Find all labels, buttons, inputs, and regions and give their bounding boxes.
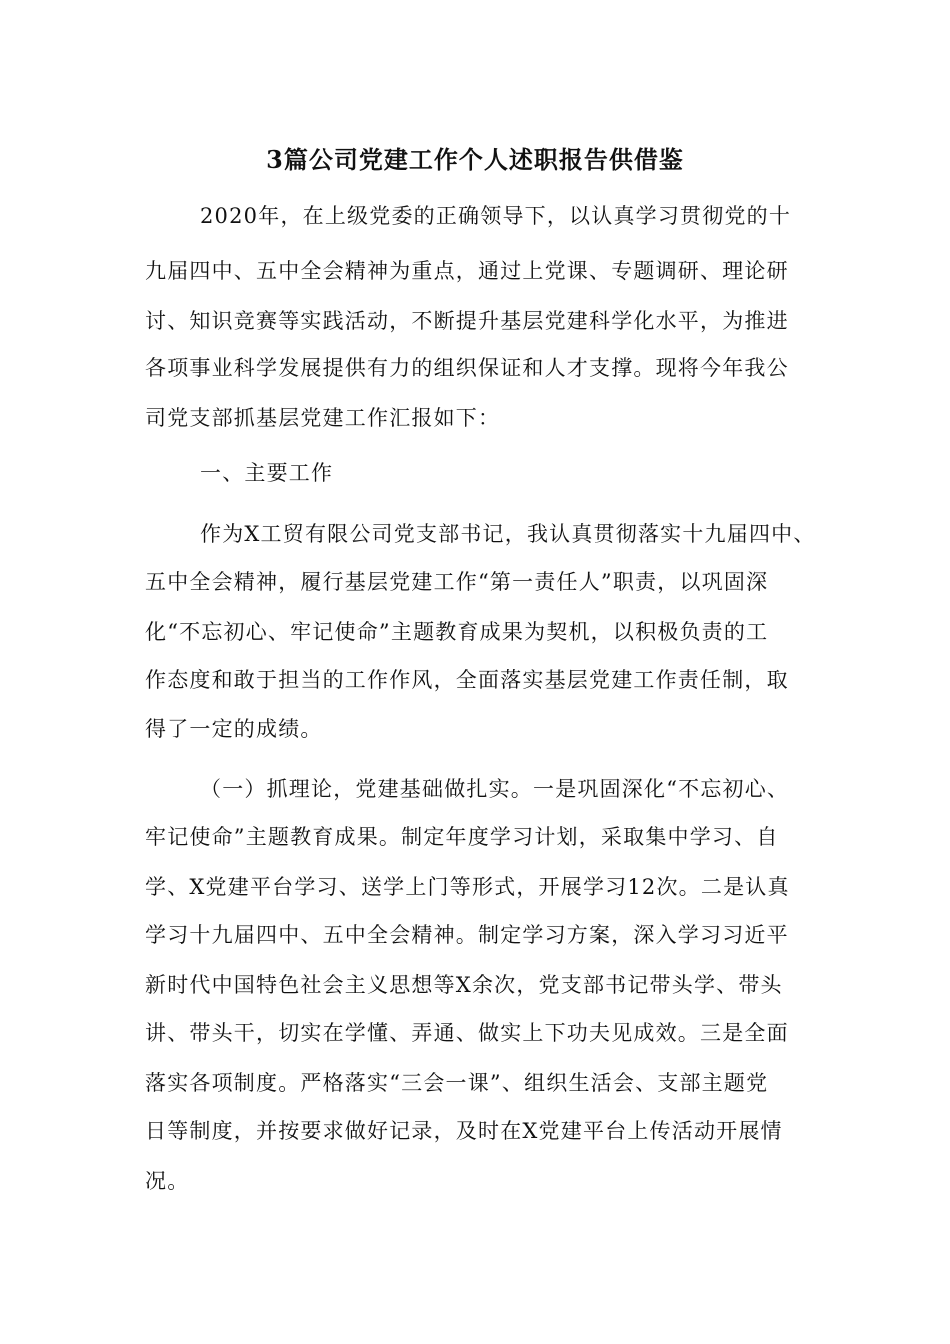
paragraph-line: 得了一定的成绩。 — [145, 717, 323, 741]
paragraph-line: 作态度和敢于担当的工作作风，全面落实基层党建工作责任制，取 — [145, 668, 789, 692]
paragraph-line: 化“不忘初心、牢记使命”主题教育成果为契机，以积极负责的工 — [145, 620, 769, 644]
paragraph-line: 各项事业科学发展提供有力的组织保证和人才支撑。现将今年我公 — [145, 356, 789, 380]
paragraph-line: 作为X工贸有限公司党支部书记，我认真贯彻落实十九届四中、 — [200, 522, 816, 546]
paragraph-line: 学习十九届四中、五中全会精神。制定学习方案，深入学习习近平 — [145, 923, 789, 947]
paragraph-line: 讲、带头干，切实在学懂、弄通、做实上下功夫见成效。三是全面 — [145, 1021, 789, 1045]
paragraph-line: 讨、知识竞赛等实践活动，不断提升基层党建科学化水平，为推进 — [145, 309, 789, 333]
paragraph-line: 九届四中、五中全会精神为重点，通过上党课、专题调研、理论研 — [145, 259, 789, 283]
paragraph-line: 五中全会精神，履行基层党建工作“第一责任人”职责，以巩固深 — [145, 570, 769, 594]
document-title: 3篇公司党建工作个人述职报告供借鉴 — [266, 145, 684, 174]
section-heading: 一、主要工作 — [200, 461, 334, 485]
paragraph-line: 新时代中国特色社会主义思想等X余次，党支部书记带头学、带头 — [145, 973, 783, 997]
paragraph-line: 落实各项制度。严格落实“三会一课”、组织生活会、支部主题党 — [145, 1071, 769, 1095]
paragraph-line: 日等制度，并按要求做好记录，及时在X党建平台上传活动开展情 — [145, 1119, 783, 1143]
paragraph-line: （一）抓理论，党建基础做扎实。一是巩固深化“不忘初心、 — [200, 777, 790, 801]
paragraph-line: 牢记使命”主题教育成果。制定年度学习计划，采取集中学习、自 — [145, 825, 779, 849]
paragraph-line: 2020年，在上级党委的正确领导下，以认真学习贯彻党的十 — [200, 204, 792, 228]
paragraph-line: 司党支部抓基层党建工作汇报如下： — [145, 406, 501, 430]
paragraph-line: 况。 — [145, 1169, 190, 1193]
paragraph-line: 学、X党建平台学习、送学上门等形式，开展学习12次。二是认真 — [145, 875, 790, 899]
